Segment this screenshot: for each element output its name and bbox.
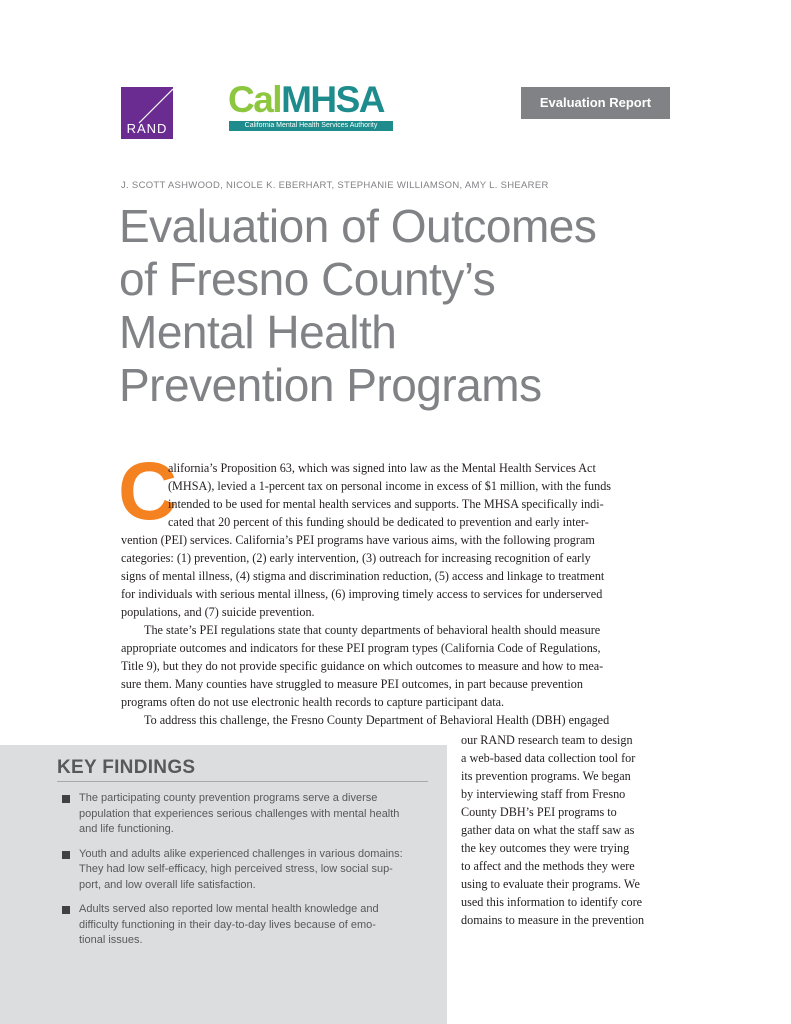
right-column-line: to affect and the methods they were <box>461 859 635 873</box>
title-line: Prevention Programs <box>119 359 542 411</box>
right-column-line: domains to measure in the prevention <box>461 913 645 927</box>
key-finding-item <box>62 902 432 949</box>
key-finding-item <box>62 847 432 894</box>
right-column-line: the key outcomes they were trying <box>461 841 630 855</box>
body-line: The state’s PEI regulations state that county departments of behavioral health should measure <box>144 623 601 637</box>
right-column-line: used this information to identify core <box>461 895 643 909</box>
body-line: Title 9), but they do not provide specific guidance on which outcomes to measure and how to mea- <box>121 659 604 673</box>
calmhsa-tagline: California Mental Health Services Authority <box>229 121 393 131</box>
square-bullet-icon <box>62 795 70 803</box>
body-line: for individuals with serious mental illness, (6) improving timely access to services for underserved <box>121 587 603 601</box>
key-findings-list <box>62 791 432 958</box>
key-finding-line: tional issues. <box>79 934 143 946</box>
key-finding-line: The participating county prevention programs serve a diverse <box>79 792 378 804</box>
body-line: (MHSA), levied a 1-percent tax on personal income in excess of $1 million, with the funds <box>168 479 612 493</box>
drop-cap: C <box>118 446 178 537</box>
key-finding-line: Youth and adults alike experienced challenges in various domains: <box>79 847 403 860</box>
key-finding-line: and life functioning. <box>79 823 174 835</box>
authors-line: J. SCOTT ASHWOOD, NICOLE K. EBERHART, STEPHANIE WILLIAMSON, AMY L. SHEARER <box>121 180 549 191</box>
body-line: vention (PEI) services. California’s PEI programs have various aims, with the following program <box>121 533 595 547</box>
key-finding-line: population that experiences serious challenges with mental health <box>79 807 400 820</box>
title-line: Evaluation of Outcomes <box>119 200 597 252</box>
body-line: sure them. Many counties have struggled to measure PEI outcomes, in part because prevention <box>121 677 583 691</box>
body-line: To address this challenge, the Fresno County Department of Behavioral Health (DBH) engaged <box>144 713 610 727</box>
body-line: programs often do not use electronic health records to capture participant data. <box>121 695 505 709</box>
right-column-text <box>461 731 671 929</box>
right-column-line: its prevention programs. We began <box>461 769 631 783</box>
key-finding-line: difficulty functioning in their day-to-day lives because of emo- <box>79 918 376 931</box>
right-column-line: County DBH’s PEI programs to <box>461 805 617 819</box>
body-line: alifornia’s Proposition 63, which was signed into law as the Mental Health Services Act <box>168 461 596 475</box>
square-bullet-icon <box>62 906 70 914</box>
title-line: Mental Health <box>119 306 397 358</box>
body-line: signs of mental illness, (4) stigma and discrimination reduction, (5) access and linkage to treatment <box>121 569 605 583</box>
key-finding-line: Adults served also reported low mental health knowledge and <box>79 903 379 915</box>
calmhsa-logo <box>228 80 398 136</box>
body-line: cated that 20 percent of this funding should be dedicated to prevention and early inter- <box>168 515 589 529</box>
right-column-line: using to evaluate their programs. We <box>461 877 640 891</box>
key-findings-panel <box>0 745 447 1024</box>
key-finding-line: port, and low overall life satisfaction. <box>79 878 256 891</box>
square-bullet-icon <box>62 851 70 859</box>
body-line: categories: (1) prevention, (2) early intervention, (3) outreach for increasing recognition of early <box>121 551 591 565</box>
calmhsa-mhsa: MHSA <box>281 79 385 120</box>
body-text <box>121 459 669 729</box>
right-column-line: a web-based data collection tool for <box>461 751 636 765</box>
key-findings-heading: KEY FINDINGS <box>57 757 428 782</box>
report-type-badge: Evaluation Report <box>521 87 670 119</box>
report-title <box>119 200 679 412</box>
body-line: appropriate outcomes and indicators for these PEI program types (California Code of Regulations, <box>121 641 601 655</box>
rand-logo <box>121 87 173 139</box>
body-line: intended to be used for mental health services and supports. The MHSA specifically indi- <box>168 497 604 511</box>
body-line: populations, and (7) suicide prevention. <box>121 605 315 619</box>
calmhsa-cal: Cal <box>228 79 282 120</box>
key-finding-item <box>62 791 432 838</box>
title-line: of Fresno County’s <box>119 253 496 305</box>
right-column-line: our RAND research team to design <box>461 733 633 747</box>
right-column-line: gather data on what the staff saw as <box>461 823 635 837</box>
calmhsa-wordmark <box>228 80 398 120</box>
key-finding-line: They had low self-efficacy, high perceived stress, low social sup- <box>79 863 393 875</box>
right-column-line: by interviewing staff from Fresno <box>461 787 626 801</box>
rand-logo-text: RAND <box>126 121 168 136</box>
